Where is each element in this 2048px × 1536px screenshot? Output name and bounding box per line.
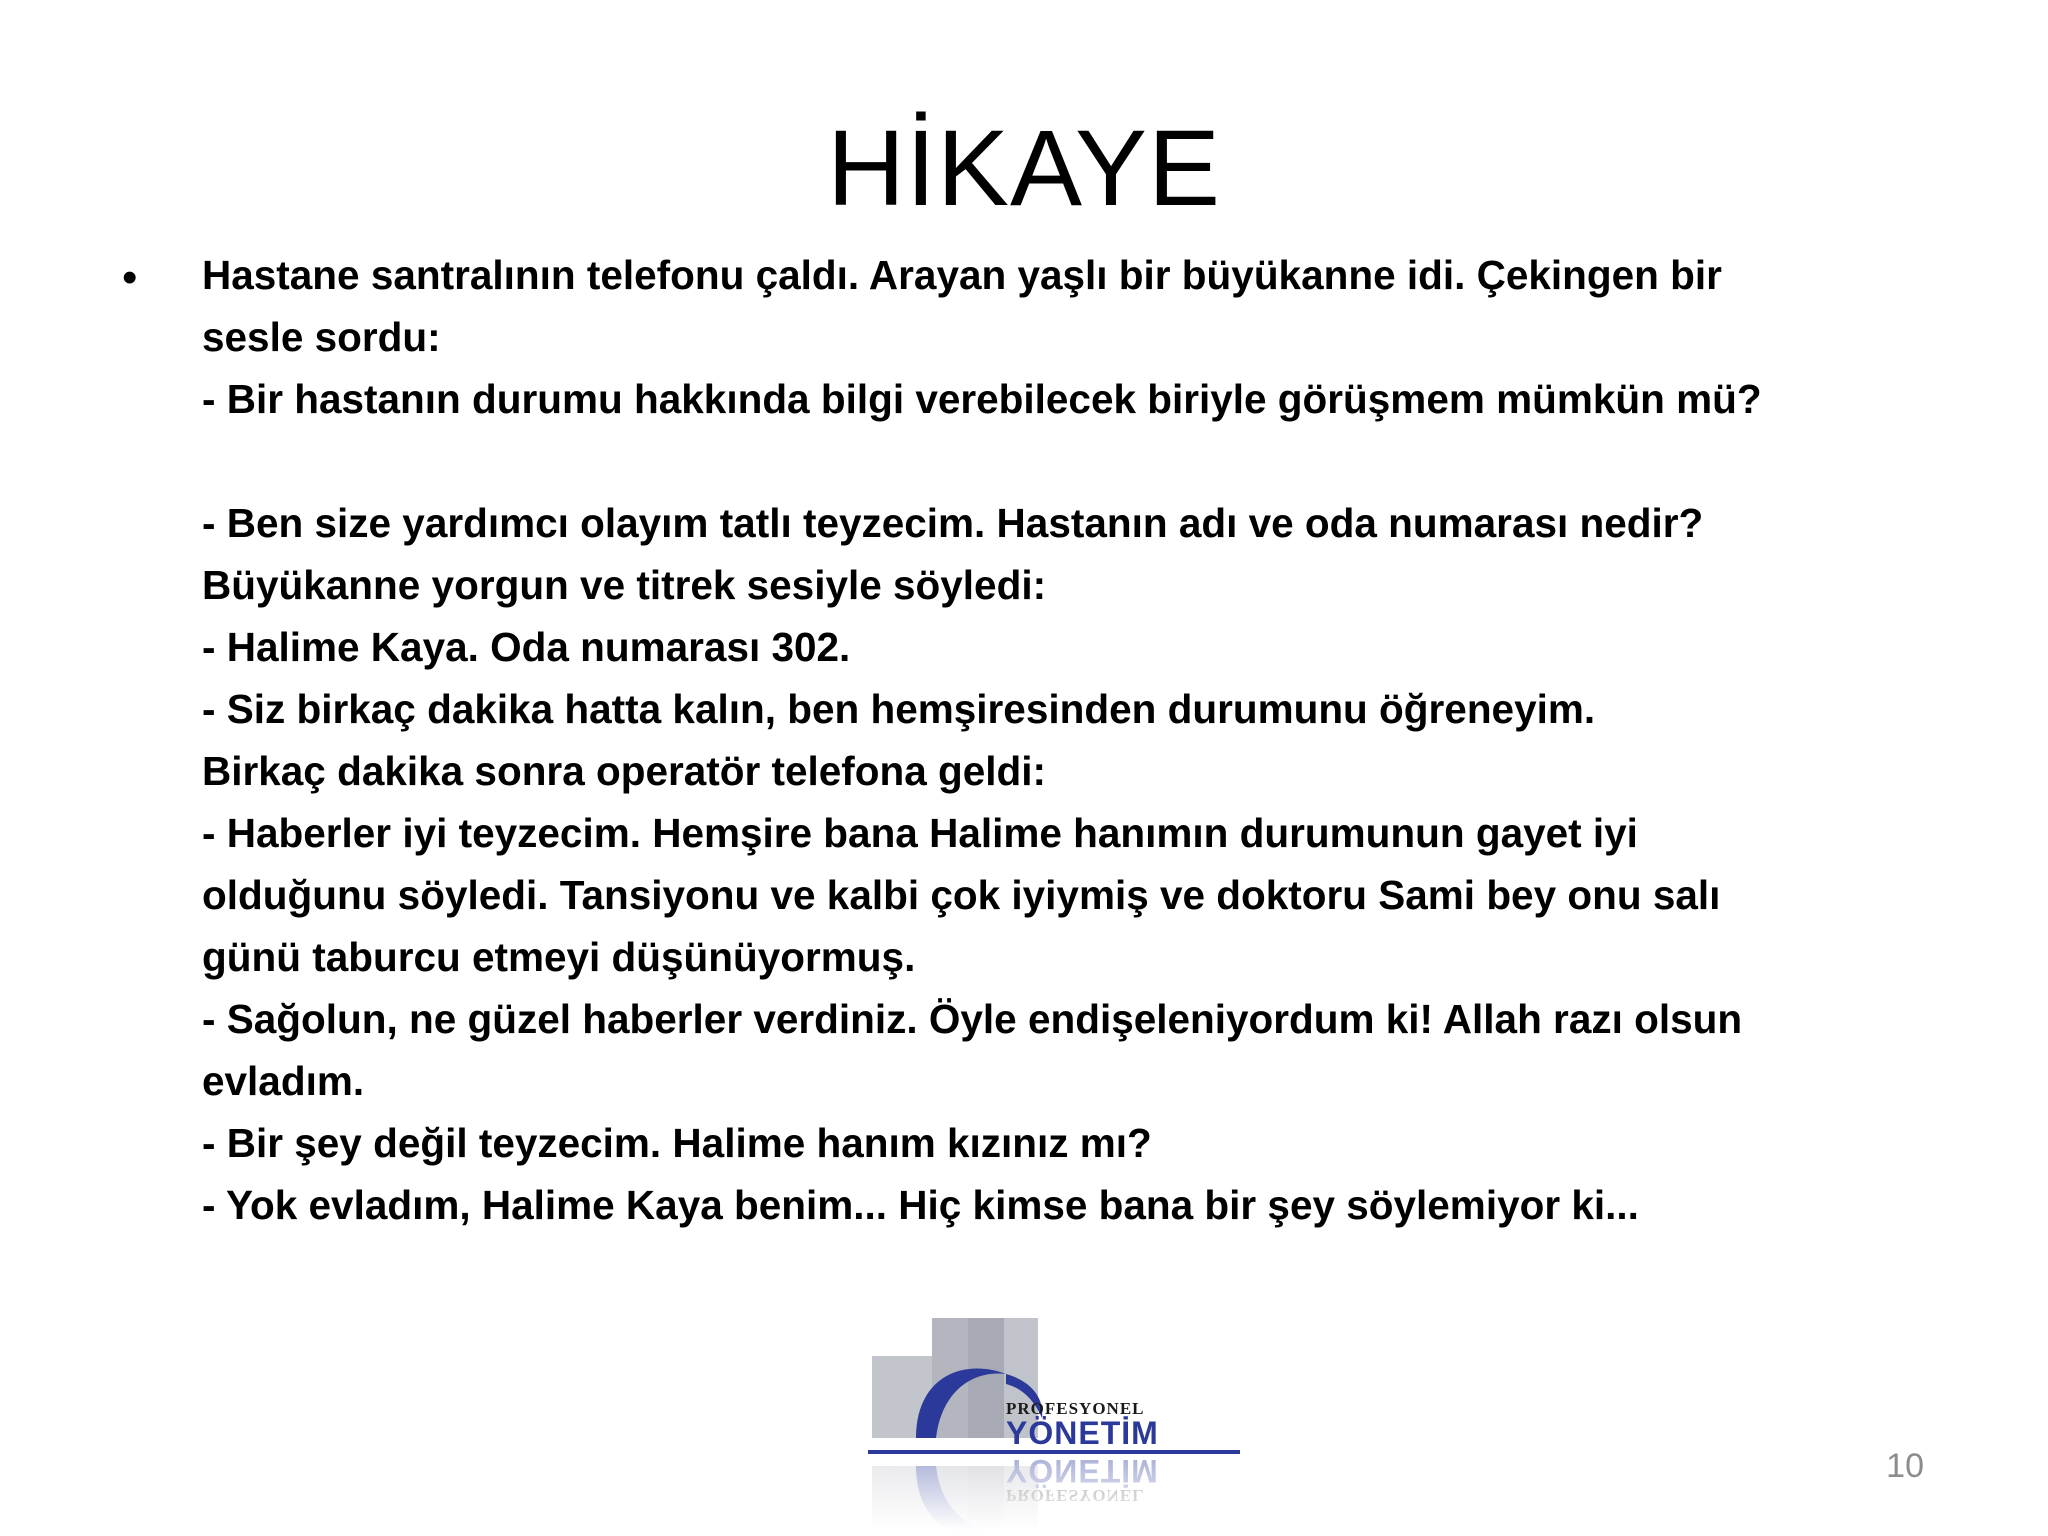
- story-line: sesle sordu:: [202, 314, 441, 360]
- story-line: - Bir şey değil teyzecim. Halime hanım kızınız mı?: [202, 1120, 1152, 1166]
- story-line: olduğunu söyledi. Tansiyonu ve kalbi çok iyiymiş ve doktoru Sami bey onu salı: [202, 872, 1721, 918]
- story-line-blank: [202, 430, 1962, 492]
- story-line: - Haberler iyi teyzecim. Hemşire bana Halime hanımın durumunun gayet iyi: [202, 810, 1638, 856]
- story-line: - Halime Kaya. Oda numarası 302.: [202, 624, 851, 670]
- story-line: Birkaç dakika sonra operatör telefona geldi:: [202, 748, 1047, 794]
- story-line: - Bir hastanın durumu hakkında bilgi verebilecek biriyle görüşmem mümkün mü?: [202, 376, 1762, 422]
- story-text: [202, 244, 1962, 1236]
- story-line: - Siz birkaç dakika hatta kalın, ben hemşiresinden durumunu öğreneyim.: [202, 686, 1596, 732]
- story-line: - Yok evladım, Halime Kaya benim... Hiç kimse bana bir şey söylemiyor ki...: [202, 1182, 1639, 1228]
- bullet-icon: •: [122, 253, 138, 302]
- story-line: Hastane santralının telefonu çaldı. Arayan yaşlı bir büyükanne idi. Çekingen bir: [202, 252, 1722, 298]
- slide-title: HİKAYE: [826, 107, 1222, 228]
- story-line: Büyükanne yorgun ve titrek sesiyle söyledi:: [202, 562, 1047, 608]
- story-line: günü taburcu etmeyi düşünüyormuş.: [202, 934, 916, 980]
- story-line: evladım.: [202, 1058, 365, 1104]
- logo-main-text: YÖNETİM: [1006, 1415, 1159, 1451]
- page-number: 10: [1886, 1447, 1924, 1485]
- story-line: - Ben size yardımcı olayım tatlı teyzecim. Hastanın adı ve oda numarası nedir?: [202, 500, 1704, 546]
- profesyonel-yonetim-logo: [864, 1318, 1244, 1530]
- story-line: - Sağolun, ne güzel haberler verdiniz. Öyle endişeleniyordum ki! Allah razı olsun: [202, 996, 1743, 1042]
- logo-top-text: PROFESYONEL: [1006, 1399, 1145, 1418]
